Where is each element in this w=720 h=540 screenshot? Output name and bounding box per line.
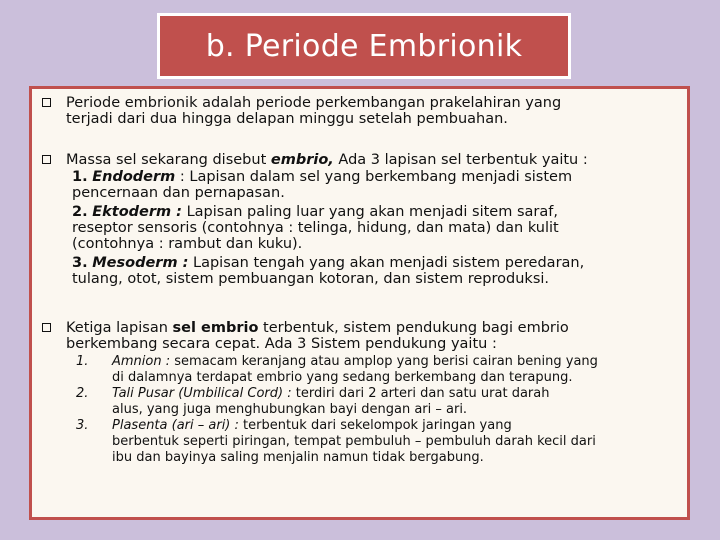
layer-ektoderm-cont-2: (contohnya : rambut dan kuku). — [72, 236, 303, 252]
layer-endoderm-cont: pencernaan dan pernapasan. — [72, 185, 285, 201]
bullet-1-line-2: terjadi dari dua hingga delapan minggu setelah pembuahan. — [66, 111, 508, 127]
title-box — [157, 13, 571, 79]
layer-mesoderm: 3. Mesoderm : Lapisan tengah yang akan menjadi sistem peredaran, — [72, 255, 585, 271]
slide-title: b. Periode Embrionik — [160, 16, 568, 76]
content-box: Periode embrionik adalah periode perkembangan prakelahiran yang terjadi dari dua hingga delapan minggu setelah pembuahan. Massa sel sekarang disebut embrio, Ada 3 lapisan sel terbentuk yaitu : 1. Endoderm : Lapisan dalam sel yang berkembang menjadi sistem pencernaan dan pernapasan. 2. Ektoderm : Lapisan paling luar yang akan menjadi sitem saraf, reseptor sensoris (contohnya : telinga, hidung, dan mata) dan kulit (contohnya : rambut dan kuku). 3. Mesoderm : Lapisan tengah yang akan menjadi sistem peredaran, tulang, otot, sistem pembuangan kotoran, dan sistem reproduksi. Ketiga lapisan sel embrio terbentuk, sistem pendukung bagi embrio berkembang secara cepat. Ada 3 Sistem pendukung yaitu : 1. Amnion : semacam keranjang atau amplop yang berisi cairan bening yang di dalamnya terdapat embrio yang sedang berkembang dan terapung. 2. Tali Pusar (Umbilical Cord) : terdiri dari 2 arteri dan satu urat darah alus, yang juga menghubungkan bayi dengan ari – ari. 3. Plasenta (ari – ari) : terbentuk dari sekelompok jaringan yang berbentuk seperti piringan, tempat pembuluh – pembuluh darah kecil dari ibu dan bayinya saling menjalin namun tidak bergabung. — [29, 86, 690, 520]
square-bullet-icon — [42, 98, 51, 107]
square-bullet-icon — [42, 155, 51, 164]
bullet-1-line-1: Periode embrionik adalah periode perkembangan prakelahiran yang — [66, 95, 562, 111]
layer-endoderm: 1. Endoderm : Lapisan dalam sel yang berkembang menjadi sistem — [72, 169, 573, 185]
layer-ektoderm-cont-1: reseptor sensoris (contohnya : telinga, hidung, dan mata) dan kulit — [72, 220, 559, 236]
bullet-3-line-2: berkembang secara cepat. Ada 3 Sistem pendukung yaitu : — [66, 336, 497, 352]
layer-ektoderm: 2. Ektoderm : Lapisan paling luar yang akan menjadi sitem saraf, — [72, 204, 558, 220]
square-bullet-icon — [42, 323, 51, 332]
layer-mesoderm-cont: tulang, otot, sistem pembuangan kotoran, dan sistem reproduksi. — [72, 271, 550, 287]
bullet-3-line-1: Ketiga lapisan sel embrio terbentuk, sistem pendukung bagi embrio — [66, 320, 569, 336]
bullet-2-line-1: Massa sel sekarang disebut embrio, Ada 3 lapisan sel terbentuk yaitu : — [66, 152, 588, 168]
